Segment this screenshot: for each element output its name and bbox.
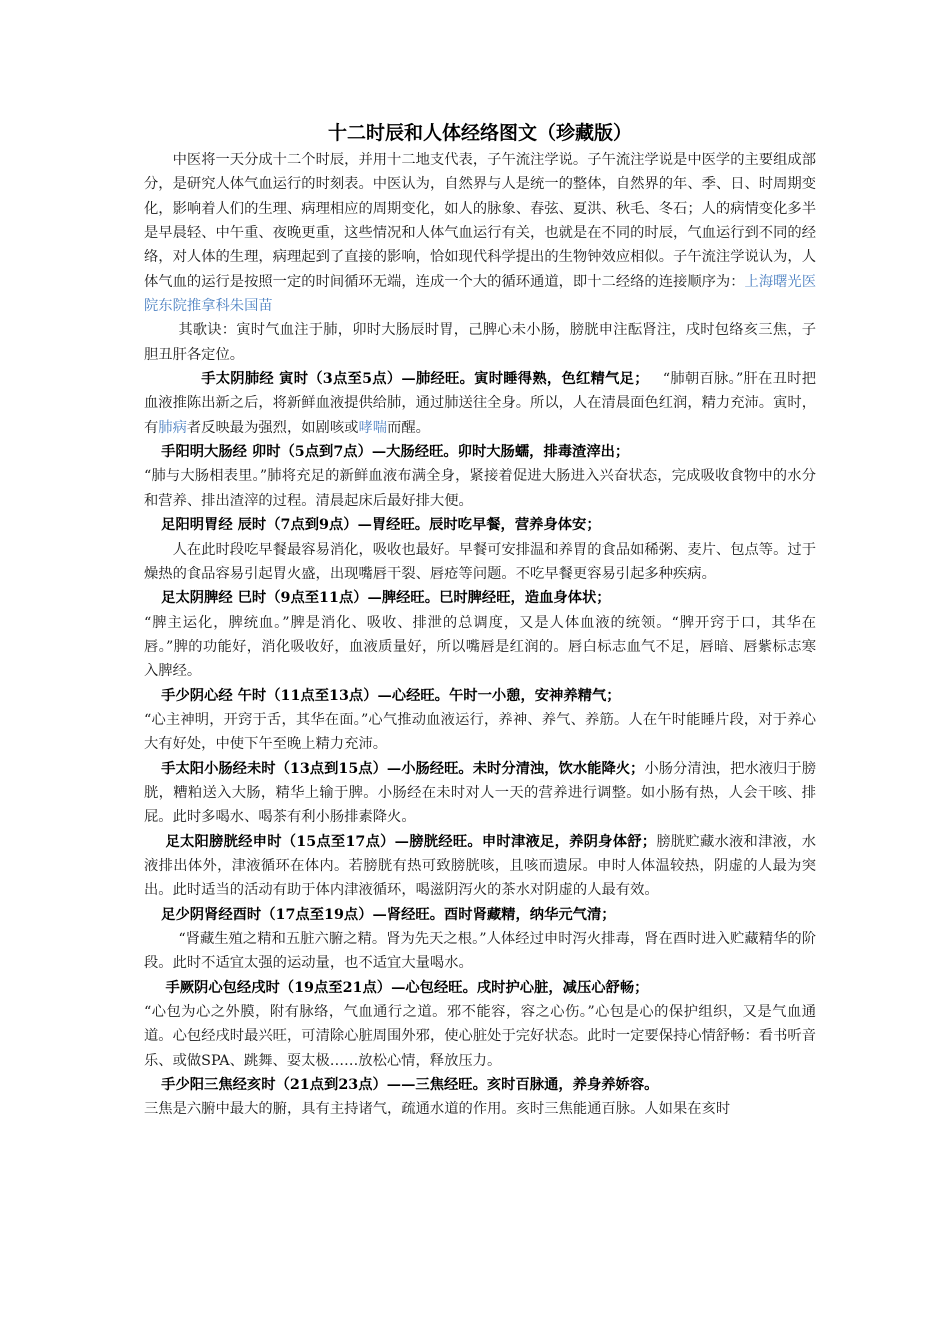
page-title: 十二时辰和人体经络图文（珍藏版） [327,122,632,144]
section-large-intestine-heading [144,440,816,464]
section-body: 而醒。 [387,419,430,436]
section-heading: 手太阳小肠经未时（13点到15点）—小肠经旺。未时分清浊，饮水能降火； [161,760,645,777]
section-heading: 足阳明胃经 辰时（7点到9点）—胃经旺。辰时吃早餐，营养身体安； [161,517,601,534]
section-body: 小肠分清浊，把水液归于膀胱，糟粕送入大肠，精华上输于脾。小肠经在未时对人一天的营养进行调整。如小肠有热，人会干咳、排屁。此时多喝水、喝茶有利小肠排素降火。 [144,760,816,826]
section-lung [144,367,816,440]
section-triple-burner-heading [144,1073,816,1097]
section-kidney-heading [144,903,816,927]
section-body: “脾主运化，脾统血。”脾是消化、吸收、排泄的总调度，又是人体血液的统领。“脾开窍于口，其华在唇。”脾的功能好，消化吸收好，血液质量好，所以嘴唇是红润的。唇白标志血气不足，唇暗、唇紫标志寒入脾经。 [144,614,816,680]
intro-paragraph [144,148,816,318]
section-body: 人在此时段吃早餐最容易消化，吸收也最好。早餐可安排温和养胃的食品如稀粥、麦片、包点等。过于燥热的食品容易引起胃火盛，出现嘴唇干裂、唇疮等问题。不吃早餐更容易引起多种疾病。 [144,541,816,582]
keyword-link[interactable]: 哮喘 [358,419,388,436]
section-stomach-heading [144,513,816,537]
section-pericardium-heading [144,976,816,1000]
section-heading: 手阳明大肠经 卯时（5点到7点）—大肠经旺。卯时大肠蠕，排毒渣滓出； [161,444,630,461]
section-heading: 手少阳三焦经亥时（21点到23点）——三焦经旺。亥时百脉通，养身养娇容。 [161,1077,659,1094]
intro-text: 中医将一天分成十二个时辰，并用十二地支代表，子午流注学说。子午流注学说是中医学的主要组成部分，是研究人体气血运行的时刻表。中医认为，自然界与人是统一的整体，自然界的年、季、日、时周期变化，影响着人们的生理、病理相应的周期变化，如人的脉象、春弦、夏洪、秋毛、冬石；人的病情变化多半是早晨轻、中午重、夜晚更重，这些情况和人体气血运行有关，也就是在不同的时辰，气血运行到不同的经络，对人体的生理，病理起到了直接的影响，恰如现代科学提出的生物钟效应相似。子午流注学说认为，人体气血的运行是按照一定的时间循环无端，连成一个大的循环通道，即十二经络的连接顺序为： [144,152,816,290]
section-heading: 手太阴肺经 寅时（3点至5点）—肺经旺。寅时睡得熟，色红精气足； [201,371,649,388]
author-link[interactable]: 上海曙光医院东院推拿科朱国苗 [144,273,817,315]
section-body: “心包为心之外膜，附有脉络，气血通行之道。邪不能容，容之心伤。”心包是心的保护组织，又是气血通道。心包经戌时最兴旺，可清除心脏周围外邪，使心脏处于完好状态。此时一定要保持心情舒畅：看书听音乐、或做SPA、跳舞、耍太极……放松心情，释放压力。 [144,1004,816,1069]
section-body: “肾藏生殖之精和五脏六腑之精。肾为先天之根。”人体经过申时泻火排毒，肾在酉时进入贮藏精华的阶段。此时不适宜太强的运动量，也不适宜大量喝水。 [144,931,816,972]
section-heading: 足太阴脾经 巳时（9点至11点）—脾经旺。巳时脾经旺，造血身体状； [161,590,611,607]
section-small-intestine [144,757,816,830]
section-heading: 足太阳膀胱经申时（15点至17点）—膀胱经旺。申时津液足，养阴身体舒； [165,833,657,850]
section-body: “肺朝百脉。”肝在丑时把血液推陈出新之后，将新鲜血液提供给肺，通过肺送往全身。所以，人在清晨面色红润，精力充沛。寅时，有 [144,371,817,436]
section-body: “心主神明，开窍于舌，其华在面。”心气推动血液运行，养神、养气、养筋。人在午时能睡片段，对于养心大有好处，中使下午至晚上精力充沛。 [144,711,816,753]
section-bladder [144,830,816,903]
section-heart-heading [144,684,816,708]
section-spleen-heading [144,586,816,610]
section-heading: 手厥阴心包经戌时（19点至21点）—心包经旺。戌时护心脏，减压心舒畅； [165,979,649,996]
section-heading: 手少阴心经 午时（11点至13点）—心经旺。午时一小憩，安神养精气； [161,687,621,704]
document-page [144,118,816,1122]
keyword-link[interactable]: 肺病 [158,419,187,436]
song-paragraph: 其歌诀：寅时气血注于肺，卯时大肠辰时胃，己脾心未小肠，膀胱申注酝肾注，戌时包络亥三焦，子胆丑肝各定位。 [144,322,816,363]
section-body: 三焦是六腑中最大的腑，具有主持诸气，疏通水道的作用。亥时三焦能通百脉。人如果在亥时 [144,1101,731,1118]
section-body: 者反映最为强烈，如剧咳或 [186,419,359,436]
section-body: 膀胱贮藏水液和津液，水液排出体外，津液循环在体内。若膀胱有热可致膀胱咳，且咳而遗尿。申时人体温较热，阴虚的人最为突出。此时适当的活动有助于体内津液循环，喝滋阴泻火的茶水对阴虚的人最有效。 [144,833,816,899]
section-body: “肺与大肠相表里。”肺将充足的新鲜血液布满全身，紧接着促进大肠进入兴奋状态，完成吸收食物中的水分和营养、排出渣滓的过程。清晨起床后最好排大便。 [144,468,816,509]
section-heading: 足少阴肾经酉时（17点至19点）—肾经旺。酉时肾藏精，纳华元气清； [161,906,616,923]
